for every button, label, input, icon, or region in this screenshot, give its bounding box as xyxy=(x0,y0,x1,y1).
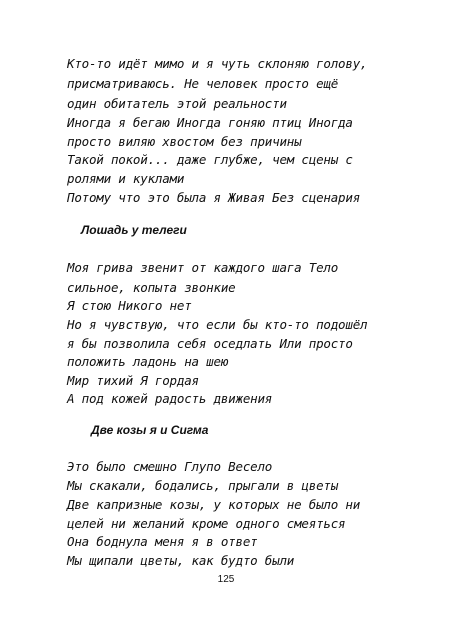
text-line: один обитатель этой реальности xyxy=(67,96,287,111)
text-line: просто виляю хвостом без причины xyxy=(67,134,302,149)
text-line: Но я чувствую, что если бы кто-то подошёл xyxy=(67,317,368,332)
text-line: Мы щипали цветы, как будто были xyxy=(67,553,295,568)
text-line: Это было смешно Глупо Весело xyxy=(67,459,273,474)
text-line: Две капризные козы, у которых не было ни xyxy=(67,497,361,512)
text-line: сильное, копыта звонкие xyxy=(67,280,236,295)
text-line: целей ни желаний кроме одного смеяться xyxy=(67,516,346,531)
text-line: Иногда я бегаю Иногда гоняю птиц Иногда xyxy=(67,115,353,130)
text-line: Такой покой... даже глубже, чем сцены с xyxy=(67,152,353,167)
text-line: Я стою Никого нет xyxy=(67,298,192,313)
text-line: положить ладонь на шею xyxy=(67,354,229,369)
text-line: ролями и куклами xyxy=(67,171,185,186)
text-line: Потому что это была я Живая Без сценария xyxy=(67,190,361,205)
section-heading: Две козы я и Сигма xyxy=(91,423,209,437)
text-line: Моя грива звенит от каждого шага Тело xyxy=(67,260,339,275)
text-line: А под кожей радость движения xyxy=(67,391,273,406)
text-line: я бы позволила себя оседлать Или просто xyxy=(67,336,353,351)
text-line: Кто-то идёт мимо и я чуть склоняю голову, xyxy=(67,56,368,71)
text-line: Мы скакали, бодались, прыгали в цветы xyxy=(67,478,339,493)
section-heading: Лошадь у телеги xyxy=(81,223,187,237)
text-line: Мир тихий Я гордая xyxy=(67,373,199,388)
text-line: присматриваюсь. Не человек просто ещё xyxy=(67,76,339,91)
text-line: Она боднула меня я в ответ xyxy=(67,534,258,549)
page-number: 125 xyxy=(217,574,235,585)
